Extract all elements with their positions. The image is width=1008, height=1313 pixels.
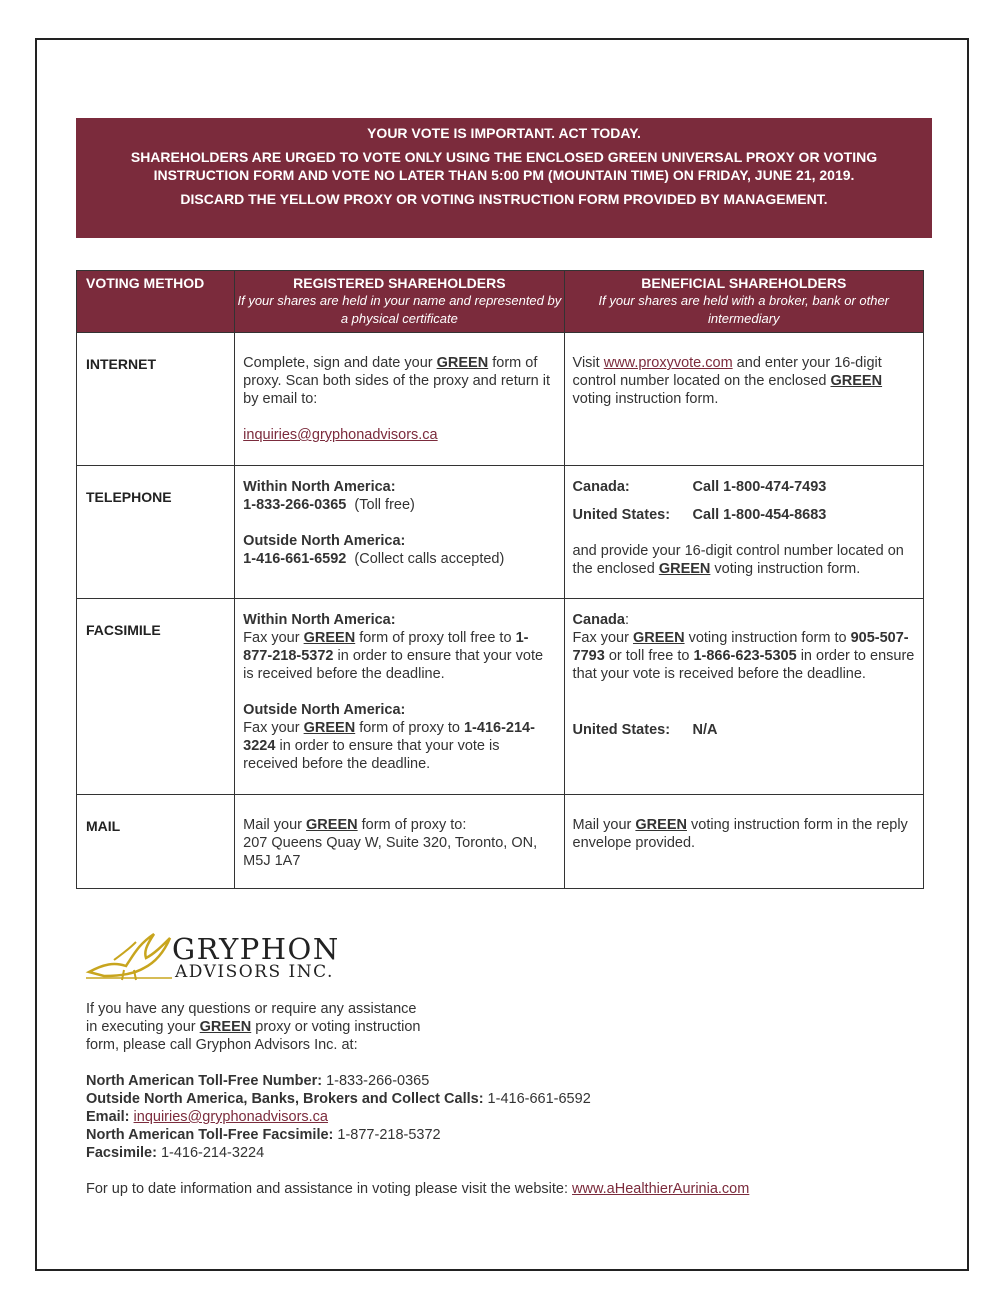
banner-headline: YOUR VOTE IS IMPORTANT. ACT TODAY.	[367, 125, 641, 141]
table-row-mail	[77, 795, 924, 889]
fax-canada-label	[573, 611, 915, 629]
mail-beneficial	[564, 795, 923, 889]
green-emphasis: GREEN	[436, 355, 489, 371]
spacer	[86, 1054, 926, 1072]
contact-label: Facsimile:	[86, 1145, 157, 1161]
green-emphasis: GREEN	[199, 1019, 252, 1035]
banner-instruction: SHAREHOLDERS ARE URGED TO VOTE ONLY USING THE ENCLOSED GREEN UNIVERSAL PROXY OR VOTING INSTRUCTION FORM AND VOTE NO LATER THAN 5:00 PM (MOUNTAIN TIME) ON FRIDAY, JUNE 21, 2019.	[130, 149, 878, 183]
contact-value: 1-416-214-3224	[156, 1145, 265, 1161]
text-span: Mail your	[572, 817, 636, 833]
phone-number: Call 1-800-454-8683	[692, 507, 827, 523]
text-span: or toll free to	[604, 648, 694, 664]
label-canada: Canada	[572, 612, 625, 628]
header-voting-method: VOTING METHOD	[77, 271, 235, 333]
green-emphasis: GREEN	[303, 720, 356, 736]
text-span: Fax your	[243, 630, 304, 646]
text-span: in order to ensure that your vote is received before the deadline.	[572, 648, 915, 682]
table-row-internet	[77, 333, 924, 466]
contact-email-link[interactable]: inquiries@gryphonadvisors.ca	[133, 1109, 329, 1125]
telephone-within-line	[243, 496, 555, 514]
contact-label: North American Toll-Free Number:	[86, 1073, 323, 1089]
telephone-us-line	[573, 506, 915, 524]
label-canada: Canada:	[572, 479, 630, 495]
telephone-outside-label: Outside North America:	[243, 533, 406, 549]
text-span: voting instruction form in the reply envelope provided.	[572, 817, 908, 851]
contact-line-tollfree	[86, 1072, 926, 1090]
mail-registered-text	[243, 816, 555, 834]
website-link[interactable]: www.aHealthierAurinia.com	[572, 1181, 750, 1197]
spacer	[573, 496, 915, 506]
green-emphasis: GREEN	[306, 817, 358, 833]
text-span: (Toll free)	[346, 497, 415, 513]
facsimile-beneficial	[564, 599, 923, 795]
spacer	[243, 683, 555, 701]
method-mail: MAIL	[77, 795, 235, 889]
gryphon-emblem-icon	[84, 924, 174, 984]
spacer	[573, 524, 915, 542]
telephone-beneficial	[564, 466, 923, 599]
contact-value: 1-833-266-0365	[322, 1073, 430, 1089]
label-united-states: United States:	[572, 722, 671, 738]
fax-us-line	[573, 721, 915, 739]
header-registered-title: REGISTERED SHAREHOLDERS	[293, 275, 506, 291]
mail-registered	[235, 795, 564, 889]
header-beneficial-sub: If your shares are held with a broker, bank or other intermediary	[598, 293, 890, 326]
table-row-telephone	[77, 466, 924, 599]
email-link[interactable]: inquiries@gryphonadvisors.ca	[243, 427, 438, 443]
contact-line-fax	[86, 1144, 926, 1162]
text-span: and provide your 16-digit control number located on the enclosed	[572, 543, 904, 577]
footer-website-line	[86, 1180, 926, 1198]
text-span: If you have any questions or require any assistance in executing your	[86, 1001, 417, 1035]
phone-number: 1-416-661-6592	[243, 551, 347, 567]
method-facsimile: FACSIMILE	[77, 599, 235, 795]
contact-line-tollfree-fax	[86, 1126, 926, 1144]
fax-within-text	[243, 629, 555, 683]
logo-name-gryphon: GRYPHON	[172, 932, 340, 966]
telephone-canada-line	[573, 478, 915, 496]
phone-number: 1-833-266-0365	[243, 497, 347, 513]
text-span: and enter your 16-digit control number located on the enclosed	[572, 355, 882, 389]
internet-beneficial	[564, 333, 923, 466]
telephone-registered	[235, 466, 564, 599]
text-span: Complete, sign and date your	[243, 355, 437, 371]
contact-label: North American Toll-Free Facsimile:	[86, 1127, 334, 1143]
text-span: form of proxy to	[355, 720, 464, 736]
voting-methods-table	[76, 270, 924, 889]
contact-value: 1-416-661-6592	[483, 1091, 591, 1107]
gryphon-logo	[84, 922, 354, 986]
header-registered-sub: If your shares are held in your name and represented by a physical certificate	[237, 293, 562, 326]
fax-within-label: Within North America:	[243, 612, 396, 628]
contact-line-outside	[86, 1090, 926, 1108]
green-emphasis: GREEN	[830, 373, 883, 389]
fax-beneficial-text	[573, 629, 915, 683]
green-emphasis: GREEN	[635, 817, 687, 833]
text-span: voting instruction form.	[572, 391, 719, 407]
method-telephone: TELEPHONE	[77, 466, 235, 599]
contact-value: 1-877-218-5372	[333, 1127, 441, 1143]
facsimile-registered	[235, 599, 564, 795]
internet-registered-text	[243, 354, 555, 408]
spacer	[86, 1162, 926, 1180]
text-span: For up to date information and assistance in voting please visit the website:	[86, 1181, 573, 1197]
header-beneficial	[564, 271, 923, 333]
header-registered	[235, 271, 564, 333]
telephone-within-label: Within North America:	[243, 479, 396, 495]
proxyvote-link[interactable]: www.proxyvote.com	[603, 355, 733, 371]
text-span: (Collect calls accepted)	[346, 551, 505, 567]
text-span: voting instruction form to	[684, 630, 851, 646]
green-emphasis: GREEN	[658, 561, 711, 577]
fax-outside-text	[243, 719, 555, 773]
internet-beneficial-text	[573, 354, 915, 408]
text-span: form of proxy toll free to	[355, 630, 516, 646]
text-span: form of proxy to:	[357, 817, 467, 833]
contact-line-email	[86, 1108, 926, 1126]
text-span: Visit	[572, 355, 604, 371]
contact-section	[86, 1000, 926, 1198]
table-row-facsimile	[77, 599, 924, 795]
vote-banner	[76, 118, 932, 238]
logo-name-advisors: ADVISORS INC.	[175, 962, 334, 982]
not-applicable: N/A	[692, 722, 718, 738]
method-internet: INTERNET	[77, 333, 235, 466]
mail-beneficial-text	[573, 816, 915, 852]
text-span: :	[624, 612, 629, 628]
fax-outside-label: Outside North America:	[243, 702, 406, 718]
text-span: in order to ensure that your vote is received before the deadline.	[243, 738, 500, 772]
header-beneficial-title: BENEFICIAL SHAREHOLDERS	[641, 275, 847, 291]
telephone-beneficial-text	[573, 542, 915, 578]
spacer	[243, 408, 555, 426]
banner-discard: DISCARD THE YELLOW PROXY OR VOTING INSTRUCTION FORM PROVIDED BY MANAGEMENT.	[180, 191, 828, 207]
contact-label: Outside North America, Banks, Brokers and Collect Calls:	[86, 1091, 484, 1107]
green-emphasis: GREEN	[303, 630, 356, 646]
text-span: Mail your	[243, 817, 307, 833]
fax-number: 905-507-7793	[572, 630, 909, 664]
contact-intro	[86, 1000, 426, 1054]
text-span: proxy or voting instruction form, please call Gryphon Advisors Inc. at:	[86, 1019, 421, 1053]
text-span: Fax your	[572, 630, 633, 646]
mail-address: 207 Queens Quay W, Suite 320, Toronto, ON, M5J 1A7	[243, 835, 538, 869]
text-span: in order to ensure that your vote is received before the deadline.	[243, 648, 544, 682]
text-span: voting instruction form.	[710, 561, 861, 577]
label-united-states: United States:	[572, 507, 671, 523]
fax-number: 1-877-218-5372	[243, 630, 529, 664]
phone-number: Call 1-800-474-7493	[692, 479, 827, 495]
spacer	[243, 514, 555, 532]
spacer	[573, 683, 915, 721]
fax-number: 1-416-214-3224	[243, 720, 535, 754]
internet-registered	[235, 333, 564, 466]
text-span: form of proxy. Scan both sides of the proxy and return it by email to:	[243, 355, 550, 407]
contact-label: Email:	[86, 1109, 130, 1125]
text-span: Fax your	[243, 720, 304, 736]
green-emphasis: GREEN	[632, 630, 685, 646]
telephone-outside-line	[243, 550, 555, 568]
fax-number: 1-866-623-5305	[693, 648, 797, 664]
table-header-row	[77, 271, 924, 333]
